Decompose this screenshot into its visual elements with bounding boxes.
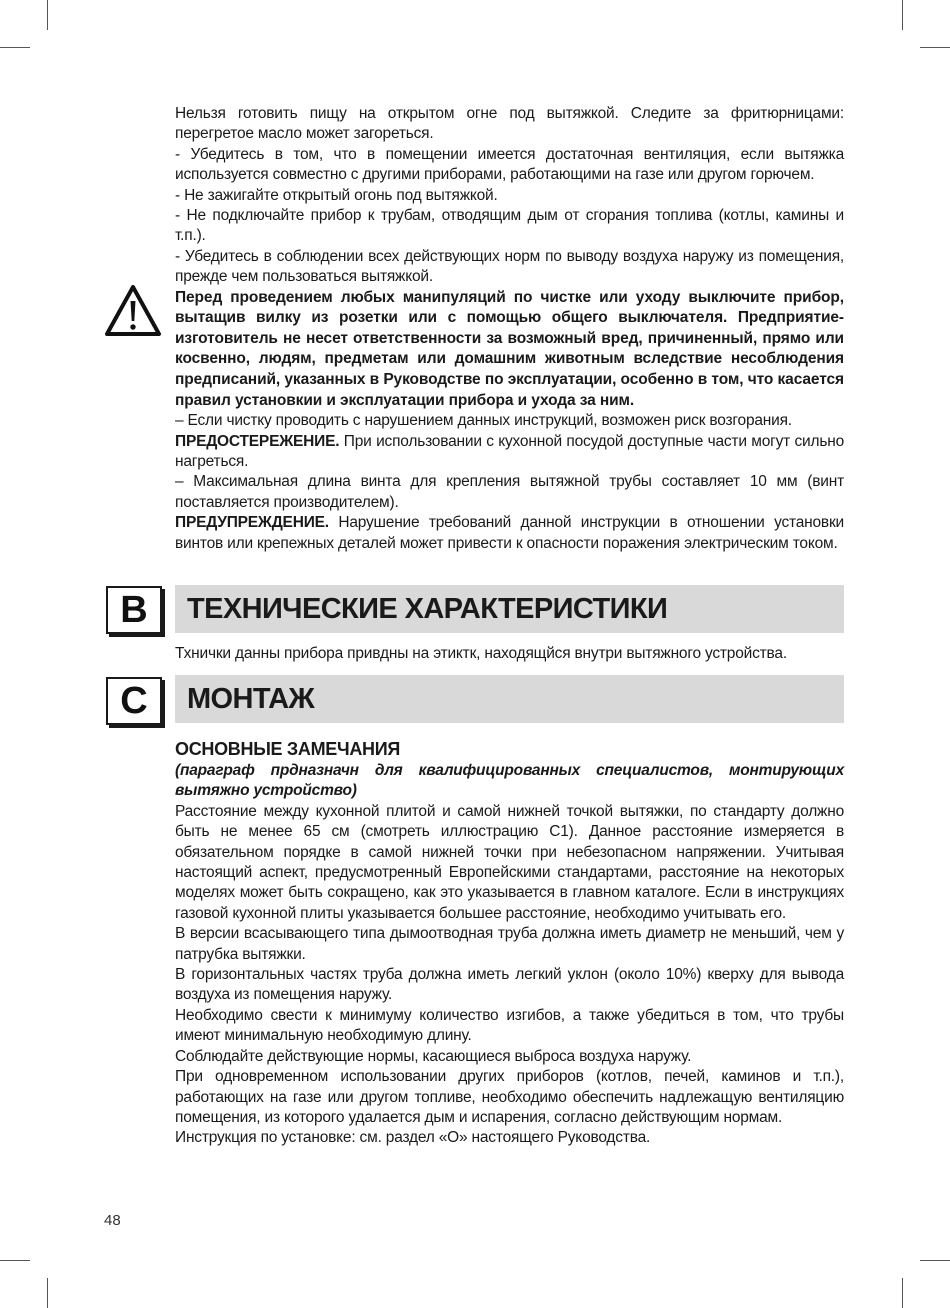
tech-specs-text: Тхнички данны прибора привдны на этиктк, находящйся внутри вытяжного устройства. bbox=[175, 645, 787, 662]
crop-mark bbox=[920, 1260, 950, 1261]
installation-section bbox=[175, 737, 844, 1149]
screw-note: – Максимальная длина винта для крепления вытяжной трубы составляет 10 мм (винт поставляется производителем). bbox=[175, 473, 844, 511]
section-b-letter: B bbox=[106, 586, 162, 634]
warning-paragraph bbox=[175, 513, 844, 554]
crop-mark bbox=[0, 47, 30, 48]
section-c-header bbox=[175, 675, 844, 723]
caution-text: При использовании с кухонной посудой доступные части могут сильно нагреться. bbox=[175, 432, 844, 471]
section-b-title: ТЕХНИЧЕСКИЕ ХАРАКТЕРИСТИКИ bbox=[187, 592, 668, 625]
safety-instructions bbox=[175, 104, 844, 554]
installation-paragraph: В горизонтальных частях труба должна иметь легкий уклон (около 10%) кверху для вывода воздуха из помещения наружу. bbox=[175, 966, 844, 1004]
caution-paragraph bbox=[175, 432, 844, 473]
installation-paragraph: Расстояние между кухонной плитой и самой нижней точкой вытяжки, по стандарту должно быть не менее 65 см (смотреть иллюстрацию C1). Данное расстояние измеряется в обязательном порядке в самой нижней точки при небезопасном напряжении. Учитывая настоящий аспект, предусмотренный Европейскими стандартами, расстояние на некоторых моделях может быть сокращено, как это указывается в главном каталоге. Если в инструкциях газовой кухонной плиты указывается большее расстояние, необходимо учитывать его. bbox=[175, 802, 844, 922]
intro-paragraph: Нельзя готовить пищу на открытом огне под вытяжкой. Следите за фритюрницами: перегретое масло может загореться. bbox=[175, 105, 844, 143]
crop-mark bbox=[902, 1278, 903, 1308]
crop-mark bbox=[47, 1278, 48, 1308]
general-notes-heading: ОСНОВНЫЕ ЗАМЕЧАНИЯ bbox=[175, 739, 401, 759]
warning-triangle-icon bbox=[104, 284, 162, 338]
installation-paragraph: Соблюдайте действующие нормы, касающиеся выброса воздуха наружу. bbox=[175, 1047, 692, 1065]
installation-paragraph: В версии всасывающего типа дымоотводная труба должна иметь диаметр не меньший, чем у патрубка вытяжки. bbox=[175, 925, 844, 963]
crop-mark bbox=[920, 47, 950, 48]
warning-text: Нарушение требований данной инструкции в отношении установки винтов или крепежных деталей может привести к опасности поражения электрическим током. bbox=[175, 514, 844, 552]
intro-paragraph: - Убедитесь в соблюдении всех действующих норм по выводу воздуха наружу из помещения, прежде чем пользоваться вытяжкой. bbox=[175, 247, 844, 286]
caution-label: ПРЕДОСТЕРЕЖЕНИЕ. bbox=[175, 432, 340, 450]
section-c-title: МОНТАЖ bbox=[187, 682, 315, 715]
intro-paragraph: - Убедитесь в том, что в помещении имеется достаточная вентиляция, если вытяжка используется совместно с другими приборами, работающими на газе или другом горючем. bbox=[175, 145, 844, 184]
intro-paragraph: - Не зажигайте открытый огонь под вытяжкой. bbox=[175, 186, 498, 204]
page-number: 48 bbox=[104, 1212, 121, 1229]
installation-paragraph: Инструкция по установке: см. раздел «O» настоящего Руководства. bbox=[175, 1129, 651, 1147]
section-c-letter: C bbox=[106, 677, 162, 725]
section-b-header bbox=[175, 585, 844, 633]
intro-paragraph: - Не подключайте прибор к трубам, отводящим дым от сгорания топлива (котлы, камины и т.п.). bbox=[175, 207, 844, 245]
cleaning-warning: Перед проведением любых манипуляций по чистке или уходу выключите прибор, вытащив вилку из розетки или с помощью общего выключателя. Предприятие-изготовитель не несет ответственности за возможный вред, причиненный, прямо или косвенно, людям, предметам или домашним животным вследствие несоблюдения предписаний, указанных в Руководстве по эксплуатации, особенно в том, что касается правил установкии и эксплуатации прибора и ухода за ним. bbox=[175, 288, 844, 409]
fire-risk-note: – Если чистку проводить с нарушением данных инструкций, возможен риск возгорания. bbox=[175, 412, 792, 430]
installation-paragraph: Необходимо свести к минимуму количество изгибов, а также убедиться в том, что трубы имеют минимальную необходимую длину. bbox=[175, 1006, 844, 1045]
crop-mark bbox=[902, 0, 903, 30]
crop-mark bbox=[0, 1260, 30, 1261]
specialist-note: (параграф прдназначн для квалифицированных специалистов, монтирующих вытяжно устройство) bbox=[175, 762, 844, 800]
installation-paragraph: При одновременном использовании других приборов (котлов, печей, каминов и т.п.), работающих на газе или другом топливе, необходимо обеспечить надлежащую вентиляцию помещения, из которого удалается дым и испарения, согласно действующим нормам. bbox=[175, 1068, 844, 1126]
crop-mark bbox=[47, 0, 48, 30]
warning-label: ПРЕДУПРЕЖДЕНИЕ. bbox=[175, 514, 329, 532]
